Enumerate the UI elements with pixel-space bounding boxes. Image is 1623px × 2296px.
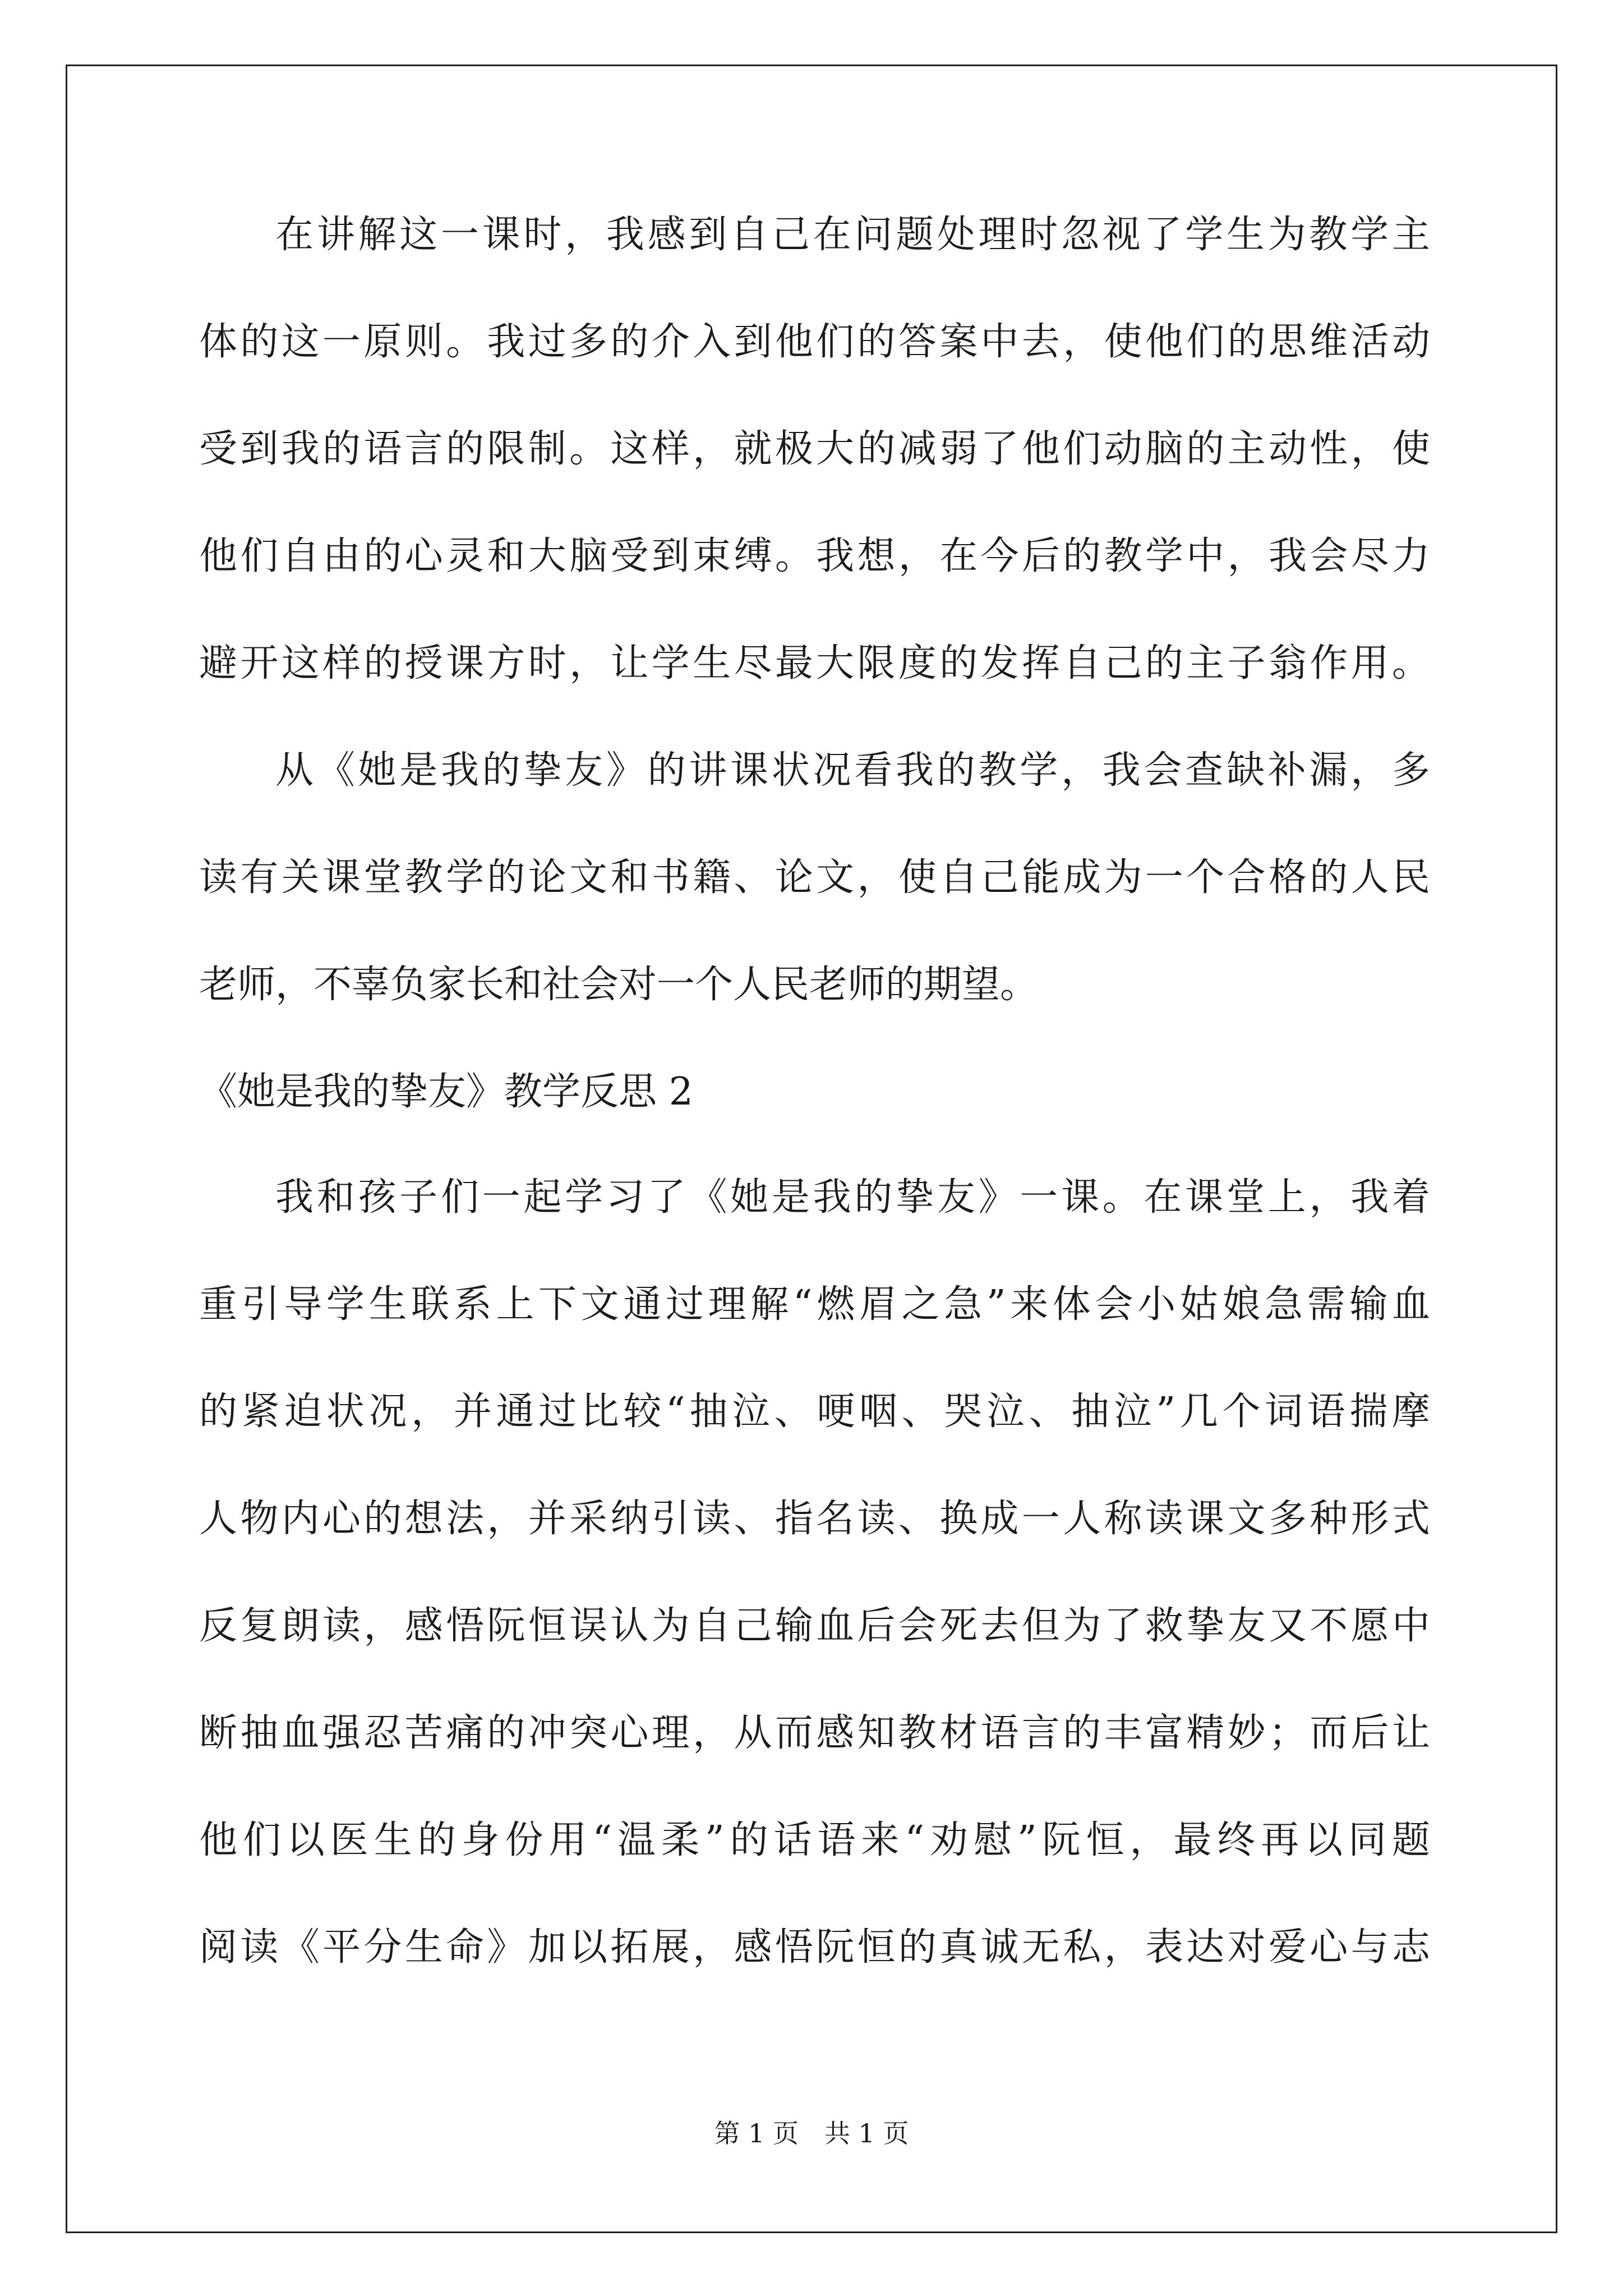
page-footer: 第 1 页 共 1 页 [714,2118,909,2148]
paragraph-2-line-2: 读有关课堂教学的论文和书籍、论文，使自己能成为一个合格的人民 [199,855,1430,900]
paragraph-1-line-4: 他们自由的心灵和大脑受到束缚。我想，在今后的教学中，我会尽力 [199,534,1430,578]
paragraph-2-line-3: 老师，不辜负家长和社会对一个人民老师的期望。 [199,963,1039,1007]
paragraph-3-line-8: 阅读《平分生命》加以拓展，感悟阮恒的真诚无私，表达对爱心与志 [199,1925,1430,1970]
section-heading: 《她是我的挚友》教学反思 2 [199,1070,693,1114]
paragraph-1-line-5: 避开这样的授课方时，让学生尽最大限度的发挥自己的主子翁作用。 [199,641,1430,685]
paragraph-2-line-1: 从《她是我的挚友》的讲课状况看我的教学，我会查缺补漏，多 [275,748,1430,793]
paragraph-3-line-6: 断抽血强忍苦痛的冲突心理，从而感知教材语言的丰富精妙；而后让 [199,1711,1430,1755]
paragraph-3-line-7: 他们以医生的身份用“温柔”的话语来“劝慰”阮恒，最终再以同题 [199,1818,1430,1862]
paragraph-1-line-1: 在讲解这一课时，我感到自己在问题处理时忽视了学生为教学主 [275,213,1430,257]
paragraph-3-line-5: 反复朗读，感悟阮恒误认为自己输血后会死去但为了救挚友又不愿中 [199,1604,1430,1648]
paragraph-3-line-4: 人物内心的想法，并采纳引读、指名读、换成一人称读课文多种形式 [199,1497,1430,1541]
paragraph-3-line-2: 重引导学生联系上下文通过理解“燃眉之急”来体会小姑娘急需输血 [199,1282,1430,1327]
paragraph-1-line-2: 体的这一原则。我过多的介入到他们的答案中去，使他们的思维活动 [199,320,1430,364]
paragraph-3-line-3: 的紧迫状况，并通过比较“抽泣、哽咽、哭泣、抽泣”几个词语揣摩 [199,1389,1430,1434]
paragraph-3-line-1: 我和孩子们一起学习了《她是我的挚友》一课。在课堂上，我着 [275,1175,1430,1220]
document-body [199,213,1430,2036]
paragraph-1-line-3: 受到我的语言的限制。这样，就极大的减弱了他们动脑的主动性，使 [199,427,1430,471]
